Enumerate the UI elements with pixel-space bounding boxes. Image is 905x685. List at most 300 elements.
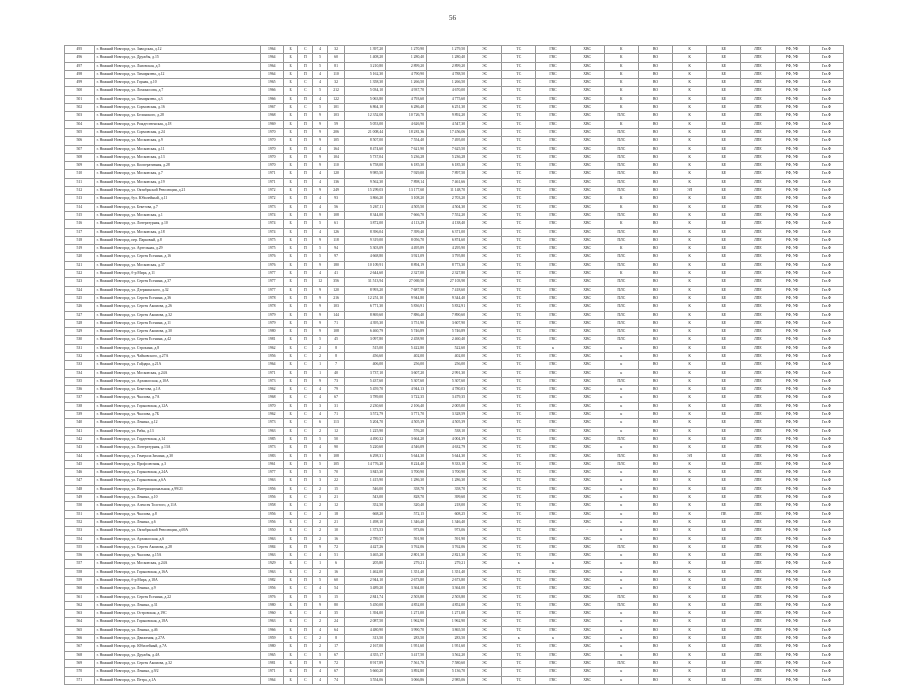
cell-c8: БЕ	[707, 527, 741, 535]
cell-c10: РФ, УФ	[775, 635, 809, 643]
cell-c11: Газ.Ф	[809, 444, 843, 452]
cell-id: 567	[65, 643, 95, 651]
cell-c4: ХВС	[570, 112, 604, 120]
cell-live: 8 056,70	[386, 236, 427, 244]
table-row	[65, 336, 844, 344]
cell-area: 12 352,00	[345, 112, 386, 120]
cell-c2: ТС	[502, 510, 536, 518]
cell-c6: ВО	[638, 435, 672, 443]
cell-address: г. Нижний Новгород, ул. Сергея Акимова, д.32	[94, 659, 260, 667]
cell-en: 67	[328, 394, 345, 402]
cell-id: 522	[65, 270, 95, 278]
cell-area: 4 480,90	[345, 626, 386, 634]
cell-en: 73	[328, 377, 345, 385]
cell-area: 14 776,20	[345, 460, 386, 468]
cell-c10: РФ, УФ	[775, 303, 809, 311]
cell-c11: Газ.Ф	[809, 369, 843, 377]
cell-c5: К	[604, 195, 638, 203]
cell-c8: БЕ	[707, 585, 741, 593]
cell-c5: к	[604, 394, 638, 402]
cell-fl: 9	[313, 311, 328, 319]
cell-year: 1958	[260, 502, 283, 510]
cell-mat: П	[298, 377, 313, 385]
cell-c2: ТС	[502, 70, 536, 78]
cell-c5: К	[604, 270, 638, 278]
cell-year: 1968	[260, 394, 283, 402]
cell-c7: К	[673, 278, 707, 286]
cell-c3: к	[536, 344, 570, 352]
cell-c11: Газ.Ф	[809, 112, 843, 120]
cell-fl: 9	[313, 601, 328, 609]
cell-c7: К	[673, 635, 707, 643]
cell-c10: РФ, УФ	[775, 535, 809, 543]
cell-fl: 4	[313, 228, 328, 236]
cell-c6: ВО	[638, 352, 672, 360]
cell-fl: 1	[313, 369, 328, 377]
cell-c2: ТС	[502, 344, 536, 352]
cell-address: г. Нижний Новгород, ул. Горьковская, д.12А	[94, 402, 260, 410]
cell-c10: РФ, УФ	[775, 643, 809, 651]
table-row	[65, 228, 844, 236]
cell-c9: ЛПЕ	[741, 411, 775, 419]
cell-c10: РФ, УФ	[775, 79, 809, 87]
cell-live: 7 687,90	[386, 286, 427, 294]
cell-type: Б	[283, 427, 298, 435]
cell-c4: ХВС	[570, 643, 604, 651]
cell-c3: ГВС	[536, 577, 570, 585]
cell-c4: ХВС	[570, 352, 604, 360]
cell-c11: Газ.Ф	[809, 319, 843, 327]
cell-live: 3 364,00	[386, 585, 427, 593]
cell-live: 7 554,40	[386, 137, 427, 145]
cell-year: 1966	[260, 626, 283, 634]
cell-c8: БЕ	[707, 518, 741, 526]
cell-c8: БЕ	[707, 236, 741, 244]
cell-other: 7 897,50	[427, 170, 468, 178]
cell-type: Б	[283, 402, 298, 410]
cell-address: г. Нижний Новгород, ул. Московская, д.7	[94, 170, 260, 178]
cell-c6: ВО	[638, 311, 672, 319]
cell-c5: к	[604, 676, 638, 684]
cell-fl: 5	[313, 245, 328, 253]
table-row	[65, 319, 844, 327]
cell-area: 10 109,91	[345, 261, 386, 269]
cell-c3: ГВС	[536, 195, 570, 203]
cell-c3: ГВС	[536, 120, 570, 128]
cell-address: г. Нижний Новгород, пер. Парковый, д.8	[94, 236, 260, 244]
cell-type: Б	[283, 618, 298, 626]
cell-c7: К	[673, 336, 707, 344]
cell-c3: ГВС	[536, 593, 570, 601]
cell-c4: ХВС	[570, 676, 604, 684]
cell-c1: ЭС	[468, 120, 502, 128]
cell-c5: к	[604, 552, 638, 560]
cell-type: Б	[283, 54, 298, 62]
cell-c3: ГВС	[536, 62, 570, 70]
cell-fl: 9	[313, 128, 328, 136]
cell-area: 21 008,44	[345, 128, 386, 136]
cell-c7: К	[673, 286, 707, 294]
cell-c4: ХВС	[570, 236, 604, 244]
cell-address: г. Нижний Новгород, ул. Ленина, д.12	[94, 419, 260, 427]
cell-c5: ПЛС	[604, 137, 638, 145]
cell-c11: Газ.Ф	[809, 402, 843, 410]
cell-type: Б	[283, 369, 298, 377]
cell-fl: 4	[313, 386, 328, 394]
cell-id: 515	[65, 211, 95, 219]
cell-c11: Газ.Ф	[809, 344, 843, 352]
cell-c6: ВО	[638, 328, 672, 336]
table-row	[65, 162, 844, 170]
table-row	[65, 469, 844, 477]
table-row	[65, 485, 844, 493]
cell-c1: ЭС	[468, 369, 502, 377]
cell-c9: ЛПЕ	[741, 444, 775, 452]
cell-c7: К	[673, 361, 707, 369]
cell-c9: ЛПЕ	[741, 585, 775, 593]
cell-c7: К	[673, 485, 707, 493]
cell-c10: РФ, УФ	[775, 411, 809, 419]
cell-type: Б	[283, 79, 298, 87]
cell-c7: К	[673, 128, 707, 136]
cell-live: 2 458,90	[386, 336, 427, 344]
table-row	[65, 659, 844, 667]
table-row	[65, 419, 844, 427]
cell-en: 71	[328, 411, 345, 419]
cell-c8: БЕ	[707, 494, 741, 502]
cell-c6: ВО	[638, 577, 672, 585]
table-row	[65, 610, 844, 618]
cell-c11: Газ.Ф	[809, 601, 843, 609]
cell-c1: ЭС	[468, 178, 502, 186]
table-row	[65, 328, 844, 336]
table-row	[65, 187, 844, 195]
cell-mat: П	[298, 120, 313, 128]
cell-other: 973,06	[427, 527, 468, 535]
cell-c11: Газ.Ф	[809, 560, 843, 568]
cell-c10: РФ, УФ	[775, 510, 809, 518]
cell-area: 546,00	[345, 485, 386, 493]
cell-c7: К	[673, 195, 707, 203]
cell-c7: К	[673, 328, 707, 336]
cell-c7: К	[673, 245, 707, 253]
cell-mat: П	[298, 303, 313, 311]
cell-address: г. Нижний Новгород, ул. Октябрьской Революции, д.21	[94, 187, 260, 195]
cell-c1: ЭС	[468, 137, 502, 145]
cell-other: 591,90	[427, 535, 468, 543]
cell-c4: ХВС	[570, 535, 604, 543]
cell-fl: 5	[313, 87, 328, 95]
cell-c9: ЛПЕ	[741, 593, 775, 601]
table-row	[65, 477, 844, 485]
cell-mat: П	[298, 187, 313, 195]
cell-c1: ЭС	[468, 79, 502, 87]
cell-id: 530	[65, 336, 95, 344]
cell-type: Б	[283, 527, 298, 535]
cell-c9: ЛПЕ	[741, 643, 775, 651]
cell-c2: ТС	[502, 577, 536, 585]
cell-type: Б	[283, 518, 298, 526]
cell-fl: 3	[313, 477, 328, 485]
cell-c3: ГВС	[536, 294, 570, 302]
cell-mat: С	[298, 104, 313, 112]
cell-live: 13 177,60	[386, 187, 427, 195]
cell-year: 1973	[260, 419, 283, 427]
cell-area: 6 460,79	[345, 328, 386, 336]
cell-other: 2 985,06	[427, 676, 468, 684]
cell-c4: ХВС	[570, 485, 604, 493]
cell-c4: ХВС	[570, 510, 604, 518]
cell-c11: Газ.Ф	[809, 270, 843, 278]
cell-c4: ХВС	[570, 328, 604, 336]
cell-mat: С	[298, 560, 313, 568]
cell-c9: ЛПЕ	[741, 170, 775, 178]
cell-live: 4 113,29	[386, 220, 427, 228]
cell-c2: ТС	[502, 79, 536, 87]
cell-live: 7 666,70	[386, 211, 427, 219]
cell-c7: К	[673, 402, 707, 410]
cell-address: г. Нижний Новгород, ул. Гайдара, д.21А	[94, 361, 260, 369]
cell-en: 22	[328, 477, 345, 485]
cell-mat: С	[298, 635, 313, 643]
cell-c9: ЛПЕ	[741, 502, 775, 510]
cell-c3: ГВС	[536, 236, 570, 244]
table-row	[65, 79, 844, 87]
cell-c11: Газ.Ф	[809, 145, 843, 153]
cell-c3: ГВС	[536, 187, 570, 195]
cell-mat: С	[298, 427, 313, 435]
cell-area: 5 063,80	[345, 95, 386, 103]
cell-fl: 5	[313, 336, 328, 344]
cell-en: 79	[328, 386, 345, 394]
cell-c10: РФ, УФ	[775, 128, 809, 136]
cell-year: 1980	[260, 328, 283, 336]
cell-id: 509	[65, 162, 95, 170]
cell-c6: ВО	[638, 369, 672, 377]
cell-c11: Газ.Ф	[809, 228, 843, 236]
cell-c6: ВО	[638, 87, 672, 95]
cell-live: 2 106,40	[386, 402, 427, 410]
cell-live: 5 307,60	[386, 377, 427, 385]
table-row	[65, 635, 844, 643]
cell-c1: ЭС	[468, 411, 502, 419]
cell-c7: К	[673, 344, 707, 352]
cell-fl: 4	[313, 585, 328, 593]
cell-c3: ГВС	[536, 502, 570, 510]
table-row	[65, 527, 844, 535]
cell-c9: ЛПЕ	[741, 626, 775, 634]
table-row	[65, 54, 844, 62]
cell-c8: БЕ	[707, 245, 741, 253]
cell-id: 563	[65, 610, 95, 618]
cell-c10: РФ, УФ	[775, 87, 809, 95]
cell-live: 4 790,90	[386, 70, 427, 78]
cell-mat: П	[298, 162, 313, 170]
cell-address: г. Нижний Новгород, ул. Московская, д.11	[94, 145, 260, 153]
cell-c6: ВО	[638, 593, 672, 601]
cell-c10: РФ, УФ	[775, 170, 809, 178]
table-row	[65, 211, 844, 219]
cell-c11: Газ.Ф	[809, 635, 843, 643]
cell-c3: ГВС	[536, 518, 570, 526]
cell-c7: К	[673, 518, 707, 526]
cell-c7: К	[673, 377, 707, 385]
cell-c8: БЕ	[707, 203, 741, 211]
cell-c10: РФ, УФ	[775, 527, 809, 535]
page-number: 56	[449, 14, 456, 22]
cell-c10: РФ, УФ	[775, 278, 809, 286]
cell-mat: П	[298, 220, 313, 228]
cell-c7: К	[673, 369, 707, 377]
cell-type: Б	[283, 419, 298, 427]
cell-year: 1976	[260, 253, 283, 261]
cell-c2: ТС	[502, 427, 536, 435]
cell-c8: БЕ	[707, 435, 741, 443]
cell-c4: ХВС	[570, 668, 604, 676]
cell-c10: РФ, УФ	[775, 245, 809, 253]
cell-id: 544	[65, 452, 95, 460]
cell-c3: ГВС	[536, 170, 570, 178]
cell-c1: ЭС	[468, 153, 502, 161]
cell-live: 3 990,70	[386, 626, 427, 634]
cell-c7: К	[673, 676, 707, 684]
cell-c9: ЛПЕ	[741, 270, 775, 278]
cell-c2: ТС	[502, 444, 536, 452]
cell-c1: ЭС	[468, 585, 502, 593]
cell-area: 2 789,57	[345, 535, 386, 543]
cell-c6: ВО	[638, 552, 672, 560]
cell-c10: РФ, УФ	[775, 502, 809, 510]
cell-address: г. Нижний Новгород, ул. Островская, д.19С	[94, 610, 260, 618]
cell-c4: ХВС	[570, 369, 604, 377]
cell-c10: РФ, УФ	[775, 452, 809, 460]
cell-c10: РФ, УФ	[775, 253, 809, 261]
cell-c11: Газ.Ф	[809, 361, 843, 369]
cell-c5: к	[604, 610, 638, 618]
cell-c9: ЛПЕ	[741, 361, 775, 369]
cell-year: 1982	[260, 577, 283, 585]
cell-c9: ЛПЕ	[741, 386, 775, 394]
cell-c10: РФ, УФ	[775, 46, 809, 54]
cell-c7: К	[673, 659, 707, 667]
cell-c3: ГВС	[536, 203, 570, 211]
cell-address: г. Нижний Новгород, ул. Чкалова, д.7Б	[94, 411, 260, 419]
cell-c4: ХВС	[570, 618, 604, 626]
cell-live: 3 751,90	[386, 319, 427, 327]
cell-c9: ЛПЕ	[741, 676, 775, 684]
table-row	[65, 643, 844, 651]
cell-c4: ХВС	[570, 228, 604, 236]
cell-c7: К	[673, 153, 707, 161]
cell-c9: ЛПЕ	[741, 328, 775, 336]
cell-c2: к	[502, 560, 536, 568]
cell-year: 1966	[260, 95, 283, 103]
cell-c6: ВО	[638, 187, 672, 195]
cell-fl: 2	[313, 485, 328, 493]
cell-address: г. Нижний Новгород, ул. Сергея Акимова, д.30	[94, 328, 260, 336]
cell-id: 559	[65, 577, 95, 585]
cell-en: 16	[328, 535, 345, 543]
cell-fl: 2	[313, 635, 328, 643]
cell-c7: К	[673, 79, 707, 87]
cell-year: 1976	[260, 261, 283, 269]
cell-live: 2 899,20	[386, 62, 427, 70]
cell-c9: ЛПЕ	[741, 253, 775, 261]
table-row	[65, 62, 844, 70]
cell-c2: ТС	[502, 253, 536, 261]
cell-year: 1965	[260, 79, 283, 87]
cell-c8: БЕ	[707, 137, 741, 145]
cell-c6: ВО	[638, 278, 672, 286]
cell-c4: ХВС	[570, 104, 604, 112]
cell-address: г. Нижний Новгород, ул. Артельная, д.29	[94, 245, 260, 253]
cell-c7: К	[673, 535, 707, 543]
cell-year: 1980	[260, 601, 283, 609]
cell-c5: к	[604, 477, 638, 485]
cell-c6: ВО	[638, 518, 672, 526]
cell-c1: ЭС	[468, 477, 502, 485]
cell-en: 70	[328, 469, 345, 477]
cell-c6: ВО	[638, 261, 672, 269]
cell-c5: к	[604, 510, 638, 518]
cell-c1: ЭС	[468, 328, 502, 336]
cell-c10: РФ, УФ	[775, 494, 809, 502]
cell-address: г. Нижний Новгород, ул. Ленина, д.10	[94, 494, 260, 502]
cell-c10: РФ, УФ	[775, 137, 809, 145]
cell-c11: Газ.Ф	[809, 552, 843, 560]
cell-year: 1963	[260, 535, 283, 543]
cell-type: Б	[283, 112, 298, 120]
cell-c4: ХВС	[570, 46, 604, 54]
cell-c9: ЛПЕ	[741, 601, 775, 609]
cell-c10: РФ, УФ	[775, 203, 809, 211]
cell-c4: ХВС	[570, 377, 604, 385]
cell-fl: 9	[313, 319, 328, 327]
cell-year: 1970	[260, 128, 283, 136]
cell-other: 5 832,91	[427, 303, 468, 311]
table-row	[65, 236, 844, 244]
cell-en: 94	[328, 245, 345, 253]
cell-c10: РФ, УФ	[775, 120, 809, 128]
cell-c7: К	[673, 560, 707, 568]
cell-address: г. Нижний Новгород, ул. Московская, д.9	[94, 137, 260, 145]
cell-c4: -	[570, 527, 604, 535]
cell-c2: ТС	[502, 535, 536, 543]
cell-c6: ВО	[638, 411, 672, 419]
cell-c2: ТС	[502, 87, 536, 95]
cell-id: 525	[65, 294, 95, 302]
cell-c3: ГВС	[536, 278, 570, 286]
cell-en: 18	[328, 510, 345, 518]
cell-c8: БЕ	[707, 535, 741, 543]
cell-c3: ГВС	[536, 485, 570, 493]
cell-c10: РФ, УФ	[775, 261, 809, 269]
table-row	[65, 311, 844, 319]
cell-c7: К	[673, 294, 707, 302]
cell-c1: ЭС	[468, 535, 502, 543]
cell-mat: С	[298, 386, 313, 394]
cell-c5: К	[604, 120, 638, 128]
cell-c9: ЛПЕ	[741, 311, 775, 319]
cell-c3: ГВС	[536, 427, 570, 435]
cell-mat: С	[298, 344, 313, 352]
cell-live: 6 286,40	[386, 104, 427, 112]
cell-c11: Газ.Ф	[809, 610, 843, 618]
cell-c3: ГВС	[536, 460, 570, 468]
cell-c8: БЕ	[707, 411, 741, 419]
table-row	[65, 402, 844, 410]
cell-c3: ГВС	[536, 145, 570, 153]
